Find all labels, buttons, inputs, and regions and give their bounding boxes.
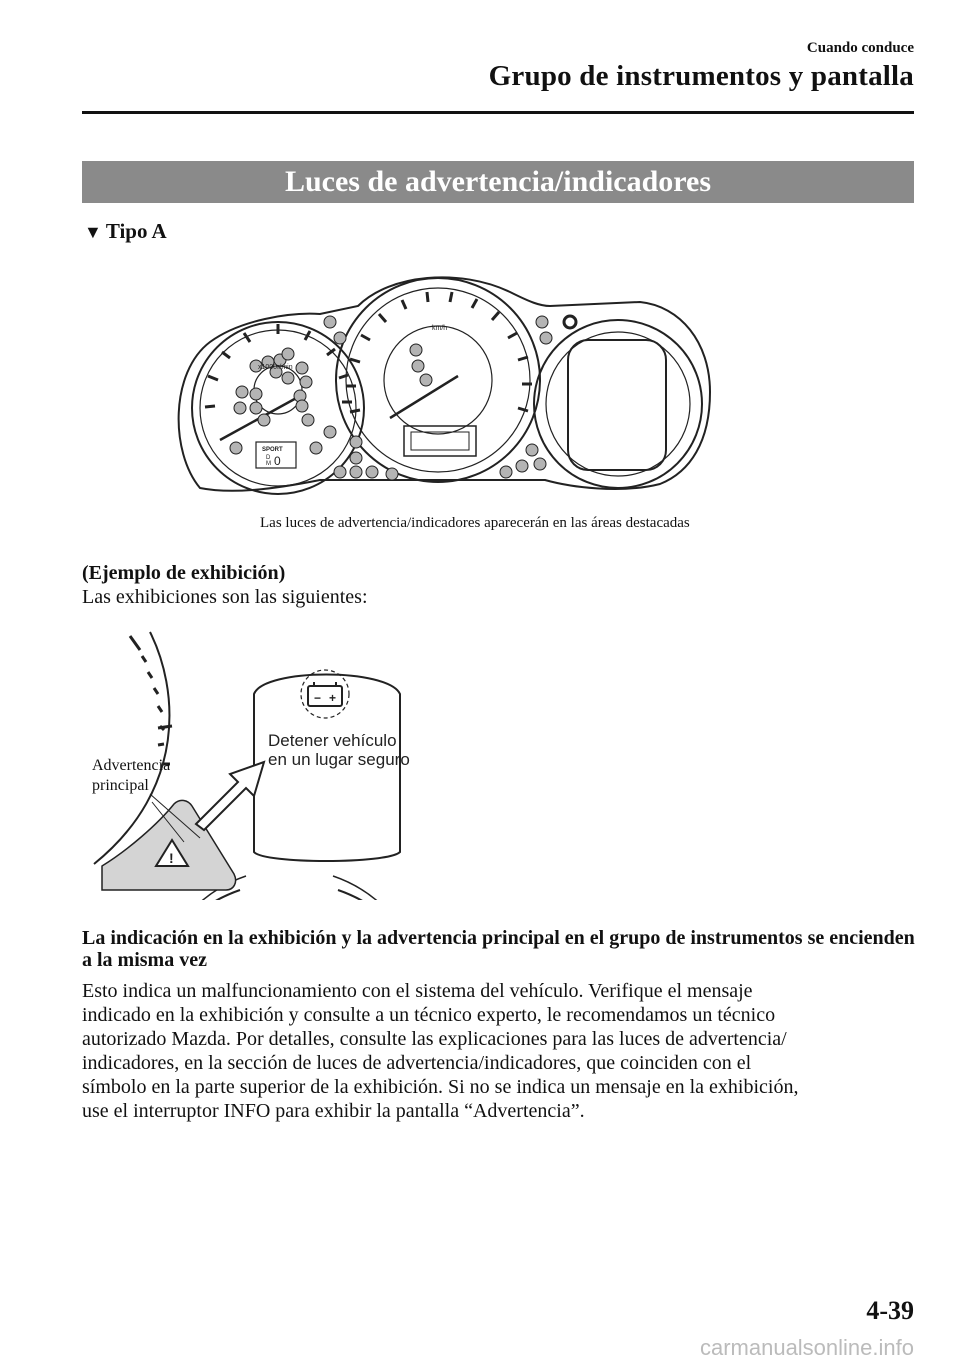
body-line: autorizado Mazda. Por detalles, consulte las explicaciones para las luces de advertencia/: [82, 1028, 787, 1050]
body-line: use el interruptor INFO para exhibir la pantalla “Advertencia”.: [82, 1100, 585, 1122]
example-title: (Ejemplo de exhibición): [82, 562, 286, 584]
section-label: Cuando conduce: [806, 40, 914, 56]
footer-watermark: carmanualsonline.info: [699, 1335, 914, 1360]
body-line: Esto indica un malfuncionamiento con el sistema del vehículo. Verifique el mensaje: [82, 980, 753, 1002]
subsection-heading: [84, 219, 167, 244]
body-line: indicado en la exhibición y consulte a un técnico experto, le recomendamos un técnico: [82, 1004, 776, 1026]
message-line-1: Detener vehículo: [268, 731, 397, 750]
display-bezel: [534, 320, 702, 488]
header-divider: [82, 111, 914, 114]
gear-digit: 0: [274, 454, 281, 468]
page-number: 4-39: [866, 1296, 914, 1325]
tach-unit-label: x1000r/min: [258, 364, 293, 371]
message-line-2: en un lugar seguro: [268, 750, 410, 769]
gear-letter-m: M: [266, 461, 271, 467]
example-subtitle: Las exhibiciones son las siguientes:: [82, 586, 368, 608]
body-line: símbolo en la parte superior de la exhibición. Si no se indica un mensaje en la exhibición,: [82, 1076, 799, 1098]
warning-mark: !: [169, 850, 174, 866]
triangle-marker-icon: ▼: [84, 222, 102, 242]
body-line: indicadores, en la sección de luces de advertencia/indicadores, que coinciden con el: [82, 1052, 752, 1074]
subsection-label: Tipo A: [105, 219, 167, 243]
speed-unit-label: km/h: [432, 325, 448, 332]
sport-label: SPORT: [262, 447, 283, 453]
battery-plus: +: [329, 691, 337, 705]
battery-minus: −: [314, 691, 322, 705]
page-title: Grupo de instrumentos y pantalla: [488, 60, 914, 92]
bold-paragraph: La indicación en la exhibición y la advertencia principal en el grupo de instrumentos se encienden a la misma vez: [82, 927, 915, 971]
display-ring: [139, 890, 439, 900]
multi-info-display: [568, 340, 666, 470]
instrument-cluster-figure: [170, 262, 722, 497]
callout-label-line-2: principal: [92, 777, 149, 794]
gear-letter-d: D: [266, 455, 271, 461]
callout-label-line-1: Advertencia: [92, 757, 171, 774]
speedometer-bezel: [336, 278, 540, 482]
section-banner: Luces de advertencia/indicadores: [82, 161, 914, 203]
figure-caption: Las luces de advertencia/indicadores aparecerán en las áreas destacadas: [260, 515, 690, 531]
